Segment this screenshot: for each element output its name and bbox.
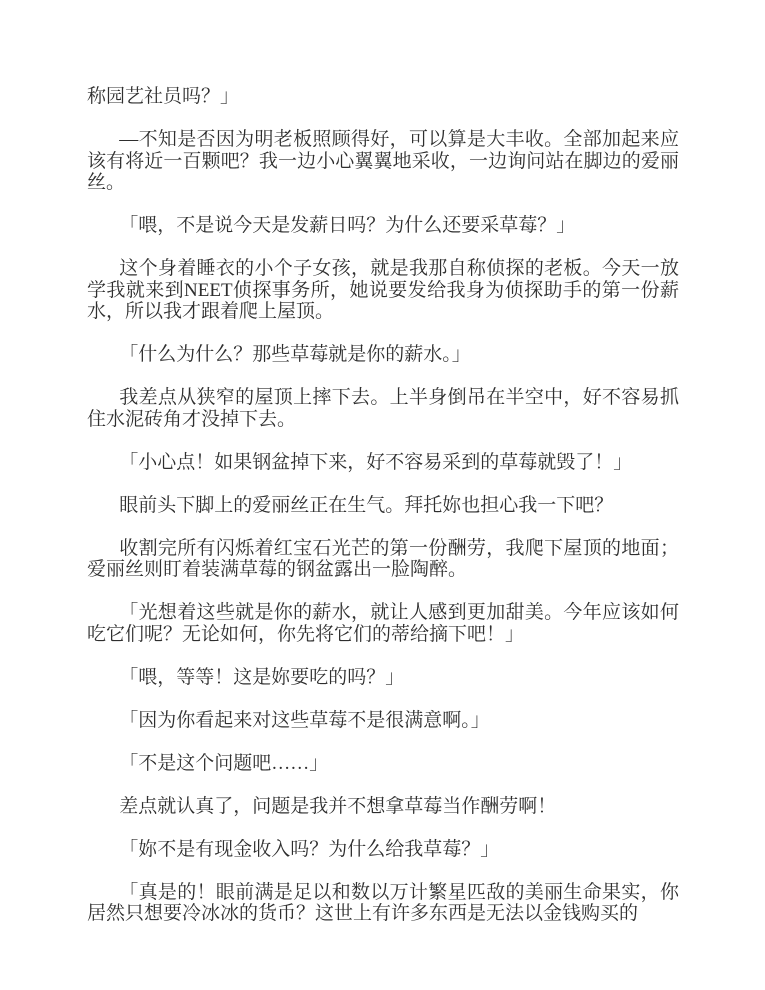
text-column <box>87 86 679 925</box>
paragraph: 「因为你看起来对这些草莓不是很满意啊。」 <box>119 709 490 731</box>
paragraph: 这个身着睡衣的小个子女孩，就是我那自称侦探的老板。今天一放学我就来到NEET侦探事务所，她说要发给我身为侦探助手的第一份薪水，所以我才跟着爬上屋顶。 <box>87 258 679 322</box>
paragraph: 「什么为什么？那些草莓就是你的薪水。」 <box>119 344 471 365</box>
paragraph: 「喂，不是说今天是发薪日吗？为什么还要采草莓？」 <box>119 215 576 236</box>
paragraph: 「真是的！眼前满是足以和数以万计繁星匹敌的美丽生命果实，你居然只想要冷冰冰的货币？这世上有许多东西是无法以金钱购买的 <box>87 881 679 924</box>
paragraph: 眼前头下脚上的爱丽丝正在生气。拜托妳也担心我一下吧？ <box>119 494 614 516</box>
paragraph: 「小心点！如果钢盆掉下来，好不容易采到的草莓就毁了！」 <box>119 451 633 473</box>
paragraph: —不知是否因为明老板照顾得好，可以算是大丰收。全部加起来应该有将近一百颗吧？我一边小心翼翼地采收，一边询问站在脚边的爱丽丝。 <box>87 129 679 193</box>
paragraph: 我差点从狭窄的屋顶上摔下去。上半身倒吊在半空中，好不容易抓住水泥砖角才没掉下去。 <box>87 387 679 430</box>
paragraph: 收割完所有闪烁着红宝石光芒的第一份酬劳，我爬下屋顶的地面；爱丽丝则盯着装满草莓的钢盆露出一脸陶醉。 <box>87 537 679 580</box>
paragraph: 「光想着这些就是你的薪水，就让人感到更加甜美。今年应该如何吃它们呢？无论如何，你先将它们的蒂给摘下吧！」 <box>87 602 679 645</box>
paragraph: 「喂，等等！这是妳要吃的吗？」 <box>119 666 405 688</box>
paragraph: 差点就认真了，问题是我并不想拿草莓当作酬劳啊！ <box>119 795 557 817</box>
paragraph: 「妳不是有现金收入吗？为什么给我草莓？」 <box>119 838 500 860</box>
paragraph: 称园艺社员吗？」 <box>87 86 240 107</box>
paragraph: 「不是这个问题吧……」 <box>119 752 329 774</box>
